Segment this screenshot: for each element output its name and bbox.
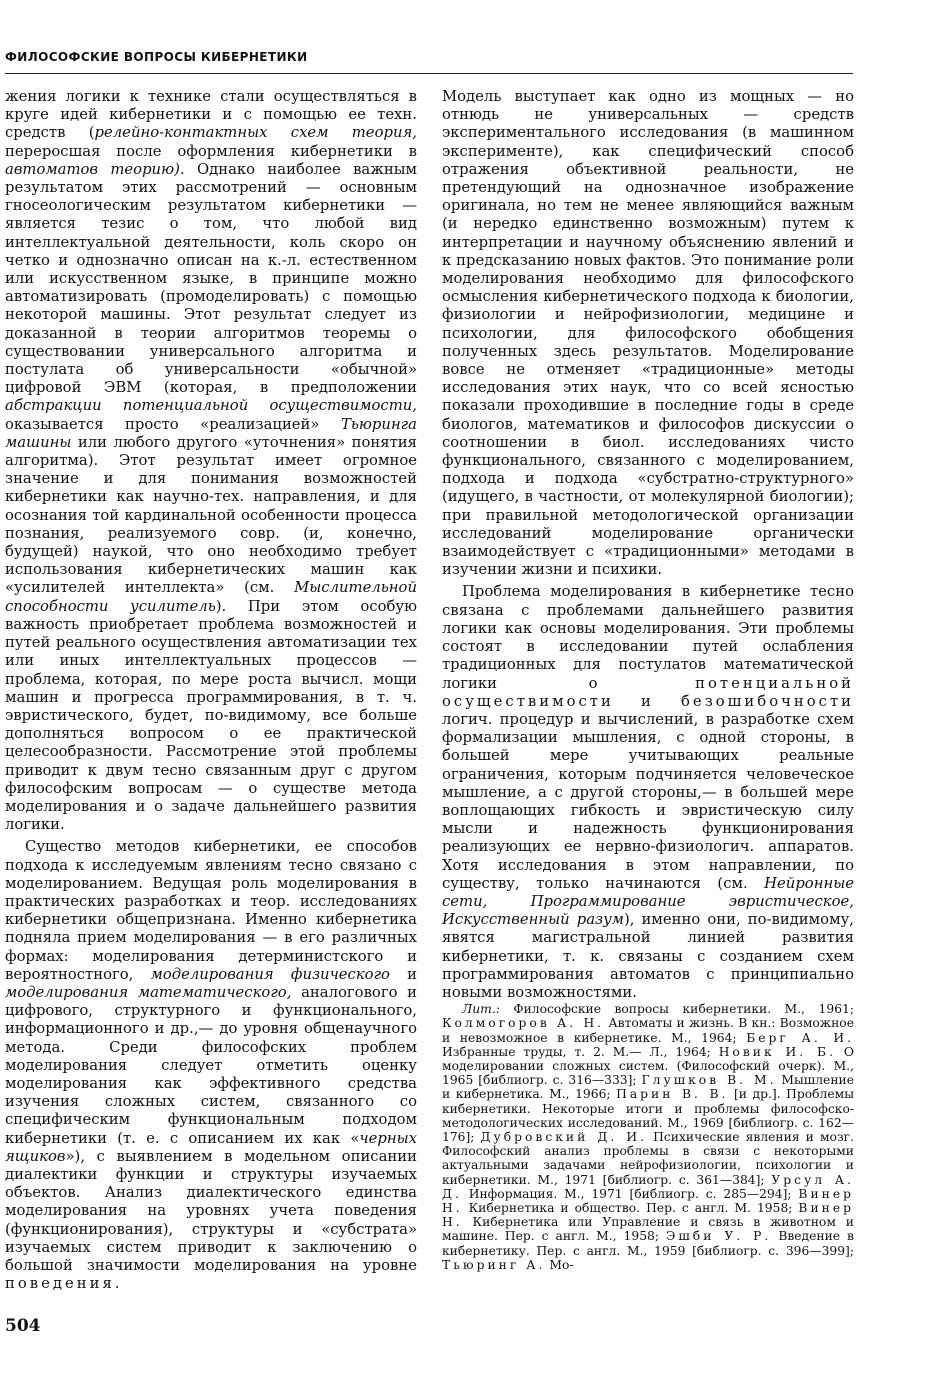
- text-run: жения логики к технике стали осуществляться в круге идей кибернетики и с помощью ее техн. средств (: [5, 88, 417, 142]
- references: [442, 1002, 854, 1272]
- cross-reference: автоматов теорию).: [5, 160, 185, 178]
- text-run: »), с выявлением в модельном описании диалектики функции и структуры изучаемых объектов. Анализ диалектического единства моделирования на уровнях учета поведения (функционирования), структуры и «субстрата» изучаемых систем приводит к заключению о большой значимости моделирования на уровне: [5, 1147, 417, 1274]
- text-run: ), именно они, по-видимому, явятся магистральной линией развития кибернетики, т. к. связаны с созданием схем программирования автоматов с принципиально новыми возможностями.: [442, 911, 854, 1001]
- running-head: ФИЛОСОФСКИЕ ВОПРОСЫ КИБЕРНЕТИКИ: [5, 50, 308, 64]
- cross-reference: абстракции потенциальной осуществимости,: [5, 397, 417, 415]
- reference-author: Дубровский Д. И.: [480, 1129, 648, 1144]
- reference-text: Кибернетика или Управление и связь в животном и машине. Пер. с англ. М., 1958;: [442, 1215, 854, 1244]
- spaced-text: поведения.: [5, 1275, 123, 1293]
- paragraph: [5, 838, 417, 1293]
- text-run: Модель выступает как одно из мощных — но отнюдь не универсальных — средств экспериментального исследования (в машинном эксперименте), как специфический способ отражения объективной реальности, не претендующий на однозначное изображение оригинала, но тем не менее являющийся важным (и нередко единственно возможным) путем к интерпретации и научному объяснению явлений и к предсказанию новых фактов. Это понимание роли моделирования необходимо для философского осмысления кибернетического подхода к биологии, физиологии и нейрофизиологии, медицине и психологии, для философского обобщения полученных здесь результатов. Моделирование вовсе не отменяет «традиционные» методы исследования этих наук, что со всей ясностью показали проходившие в последние годы в среде биологов, математиков и философов дискуссии о соотношении в биол. исследованиях чисто функционального, связанного с моделированием, подхода и подхода «субстратно-структурного» (идущего, в частности, от молекулярной биологии); при правильной методологической организации исследований моделирование органически взаимодействует с «традиционными» методами в изучении жизни и психики.: [442, 88, 854, 579]
- cross-reference: Тьюринга машины: [5, 415, 417, 451]
- text-run: логич. процедур и вычислений, в разработке схем формализации мышления, с одной стороны, в большей мере учитывающих реальные ограничения, которым подчиняется человеческое мышление, а с другой стороны,— в большей мере воплощающих гибкость и эвристическую силу мысли и надежность функционирования реализующих ее нервно-физиологич. аппаратов. Хотя исследования в этом направлении, по существу, только начинаются (см.: [442, 710, 854, 892]
- reference-author: Глушков В. М.: [641, 1073, 777, 1088]
- references-label: Лит.:: [462, 1002, 500, 1017]
- reference-author: Винер Н.: [442, 1201, 854, 1230]
- cross-reference: моделирования физического: [150, 965, 390, 983]
- text-run: и: [389, 965, 417, 983]
- text-run: оказывается просто «реализацией»: [5, 415, 341, 433]
- reference-text: О моделировании сложных систем. (Философский очерк). М., 1965 [библиогр. с. 316—333];: [442, 1044, 854, 1088]
- reference-text: [и др.]. Проблемы кибернетики. Некоторые итоги и проблемы философско-методологических исследований. М., 1969 [библиогр. с. 162—176];: [442, 1087, 855, 1144]
- text-run: Существо методов кибернетики, ее способов подхода к исследуемым явлениям тесно связано с моделированием. Ведущая роль моделирования в практических разработках и теор. исследованиях кибернетики общепризнана. Именно кибернетика подняла прием моделирования — в его различных формах: моделирования детерминистского и вероятностного,: [5, 838, 417, 983]
- reference-author: Новик И. Б.: [718, 1044, 837, 1059]
- reference-text: Автоматы и жизнь. В кн.: Возможное и невозможное в кибернетике. М., 1964;: [442, 1016, 854, 1045]
- cross-reference: релейно-контактных схем теория,: [94, 124, 417, 142]
- text-run: ). При этом особую важность приобретает проблема возможностей и путей реального осуществления автоматизации тех или иных интеллектуальных процессов — проблема, которая, по мере роста вычисл. мощи машин и прогресса программирования, в т. ч. эвристического, будет, по-видимому, все больше дополняться вопросом о ее практической целесообразности. Рассмотрение этой проблемы приводит к двум тесно связанным друг с другом философским вопросам — о существе метода моделирования и о задаче дальнейшего развития логики.: [5, 597, 417, 834]
- reference-text: Философские вопросы кибернетики. М., 1961;: [499, 1002, 854, 1017]
- reference-author: Тьюринг А.: [442, 1257, 546, 1272]
- text-run: аналогового и цифрового, структурного и функционального, информационного и др.,— до уровня общенаучного метода. Среди философских проблем моделирования следует отметить оценку моделирования как эффективного средства изучения сложных систем, связанного со специфическим функциональным подходом кибернетики (т. е. с описанием их как «: [5, 983, 417, 1147]
- reference-author: Винер Н.: [442, 1186, 854, 1215]
- spaced-text: о потенциальной осуществимости и безошибочности: [442, 674, 854, 710]
- right-column: [442, 88, 854, 1272]
- text-run: или любого другого «уточнения» понятия алгоритма). Этот результат имеет огромное значение и для понимания возможностей кибернетики как научно-тех. направления, и для осознания той кардинальной особенности процесса познания, реализуемого совр. (и, конечно, будущей) наукой, что оно необходимо требует использования кибернетических машин как «усилителей интеллекта» (см.: [5, 433, 417, 597]
- cross-reference: моделирования математического,: [5, 983, 292, 1001]
- text-run: Однако наиболее важным результатом этих рассмотрений — основным гносеологическим результатом кибернетики — является тезис о том, что любой вид интеллектуальной деятельности, коль скоро он четко и однозначно описан на к.-л. естественном или искусственном языке, в принципе можно автоматизировать (промоделировать) с помощью некоторой машины. Этот результат следует из доказанной в теории алгоритмов теоремы о существовании универсального алгоритма и постулата об универсальности «обычной» цифровой ЭВМ (которая, в предположении: [5, 160, 417, 397]
- reference-text: Кибернетика и общество. Пер. с англ. М. 1958;: [462, 1201, 799, 1215]
- page-number: 504: [5, 1316, 41, 1336]
- reference-author: Эшби У. Р.: [665, 1229, 772, 1244]
- left-column: [5, 88, 417, 1293]
- reference-text: Избранные труды, т. 2. М.— Л., 1964;: [442, 1044, 719, 1059]
- reference-text: Мо-: [545, 1257, 574, 1272]
- reference-author: Урсул А. Д.: [442, 1172, 854, 1201]
- paragraph: [442, 583, 854, 1002]
- reference-author: Берг А. И.: [746, 1030, 854, 1045]
- reference-author: Парин В. В.: [616, 1087, 729, 1102]
- cross-reference: черных ящиков: [5, 1129, 417, 1165]
- reference-text: Информация. М., 1971 [библиогр. с. 285—294];: [461, 1186, 799, 1201]
- reference-text: Психические явления и мозг. Философский анализ проблемы в связи с некоторыми актуальными задачами нейрофизиологии, психологии и кибернетики. М., 1971 [библиогр. с. 361—384];: [442, 1129, 854, 1187]
- cross-reference: Мыслительной способности усилитель: [5, 579, 417, 615]
- paragraph: [442, 88, 854, 579]
- paragraph: [5, 88, 417, 834]
- text-run: переросшая после оформления кибернетики в: [5, 142, 417, 160]
- reference-text: Введение в кибернетику. Пер. с англ. М., 1959 [библиогр. с. 396—399];: [442, 1229, 854, 1258]
- text-run: Проблема моделирования в кибернетике тесно связана с проблемами дальнейшего развития логики как основы моделирования. Эти проблемы состоят в исследовании путей ослабления традиционных для постулатов математической логики: [442, 583, 854, 692]
- cross-reference: Нейронные сети, Программирование эвристическое, Искусственный разум: [442, 874, 854, 929]
- reference-author: Колмогоров А. Н.: [442, 1016, 605, 1031]
- header-rule: [5, 73, 853, 74]
- reference-text: Мышление и кибернетика. М., 1966;: [442, 1073, 854, 1102]
